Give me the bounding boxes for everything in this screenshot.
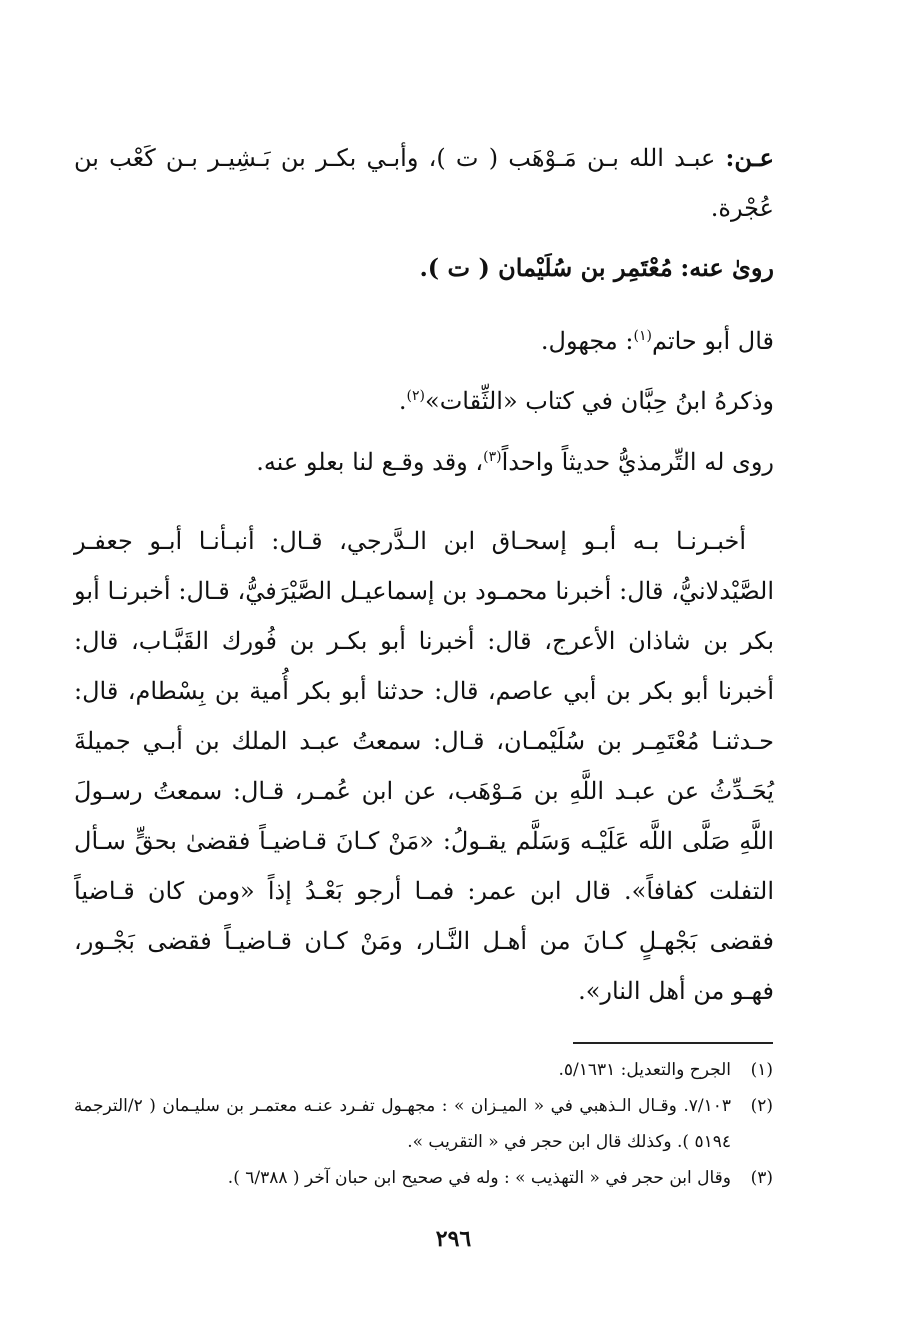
- footnote-text: وقال ابن حجر في « التهذيب » : وله في صحيح ابن حبان آخر ( ٦/٣٨٨ ).: [227, 1168, 731, 1188]
- an-label: عـن:: [725, 143, 774, 172]
- footnote-2: [74, 1088, 773, 1160]
- isnad-text: أخبـرنـا بـه أبـو إسحـاق ابن الـدَّرجي، قـال: أنبـأنـا أبـو جعفـر الصَّيْدلانيُّ، قال: أخبرنا محمـود بن إسماعيـل الصَّيْرَفيُّ، قـال: أخبرنـا أبو بكر بن شاذان الأعرج، قال: أخبرنا أبو بكـر بن فُورك القَبَّـاب، قال: أخبرنا أبو بكر بن أبي عاصم، قال: حدثنا أبو بكر أُمية بن بِسْطام، قال: حـدثنـا مُعْتَمِـر بن سُلَيْمـان، قـال: سمعتُ عبـد الملك بن أبـي جميلةَ يُحَـدِّثُ عن عبـد اللَّهِ بن مَـوْهَب، عن ابن عُمـر، قـال: سمعتُ رسـولَ اللَّهِ صَلَّى اللَّه عَلَيْـه وَسَلَّم يقـولُ: «مَنْ كـانَ قـاضيـاً فقضىٰ بحقٍّ سـأل التفلت كفافاً». قال ابن عمر: فمـا أرجو بَعْـدُ إذاً «ومن كان قـاضياً فقضى بَجْهـلٍ كـانَ من أهـل النَّـار، ومَنْ كـان قـاضيـاً فقضى بَجْـور، فهـو من أهل النار».: [74, 527, 775, 1005]
- rawalahu-rest: ، وقد وقـع لنا بعلو عنه.: [256, 448, 484, 476]
- rawa-label: روىٰ عنه:: [680, 253, 774, 282]
- footnote-ref-1: (١): [633, 328, 652, 344]
- dhakara-text: وذكرهُ ابنُ حِبَّان في كتاب «الثِّقات»: [425, 387, 774, 415]
- tirmidhi-line: [256, 437, 774, 487]
- ibn-hibban-line: [399, 376, 774, 426]
- footnote-number: (١): [750, 1060, 773, 1080]
- footnote-3: [74, 1160, 773, 1196]
- footnote-number: (٢): [750, 1096, 773, 1116]
- footnote-1: [74, 1052, 773, 1088]
- narrated-from-paragraph: [74, 133, 774, 233]
- footnote-text: ٧/١٠٣. وقـال الـذهبي في « الميـزان » : مجهـول تفـرد عنـه معتمـر بن سليـمان ( ٢/الترجمة ٥١٩٤ ). وكذلك قال ابن حجر في « التقريب ».: [74, 1096, 731, 1152]
- abu-hatim-line: [541, 316, 774, 366]
- footnote-number: (٣): [750, 1168, 773, 1188]
- narrated-by-line: [419, 243, 774, 293]
- footnote-ref-2: (٢): [406, 388, 426, 404]
- an-text: عبـد الله بـن مَـوْهَب ( ت )، وأبـي بكـر بن بَـشِيـر بـن كَعْب بن عُجْرة.: [74, 144, 774, 222]
- qala-rest: : مجهول.: [540, 327, 634, 355]
- rawalahu-text: روى له التِّرمذيُّ حديثاً واحداً: [501, 448, 774, 476]
- dhakara-rest: .: [398, 387, 407, 415]
- footnote-text: الجرح والتعديل: ٥/١٦٣١.: [558, 1060, 731, 1080]
- rawa-text: مُعْتَمِر بن سُلَيْمان ( ت ).: [419, 253, 673, 282]
- page-number: ٢٩٦: [435, 1226, 472, 1252]
- footnote-separator: [573, 1042, 773, 1044]
- isnad-paragraph: [74, 516, 774, 1016]
- qala-text: قال أبو حاتم: [651, 327, 774, 355]
- footnotes: [74, 1052, 773, 1196]
- footnote-ref-3: (٣): [483, 449, 502, 465]
